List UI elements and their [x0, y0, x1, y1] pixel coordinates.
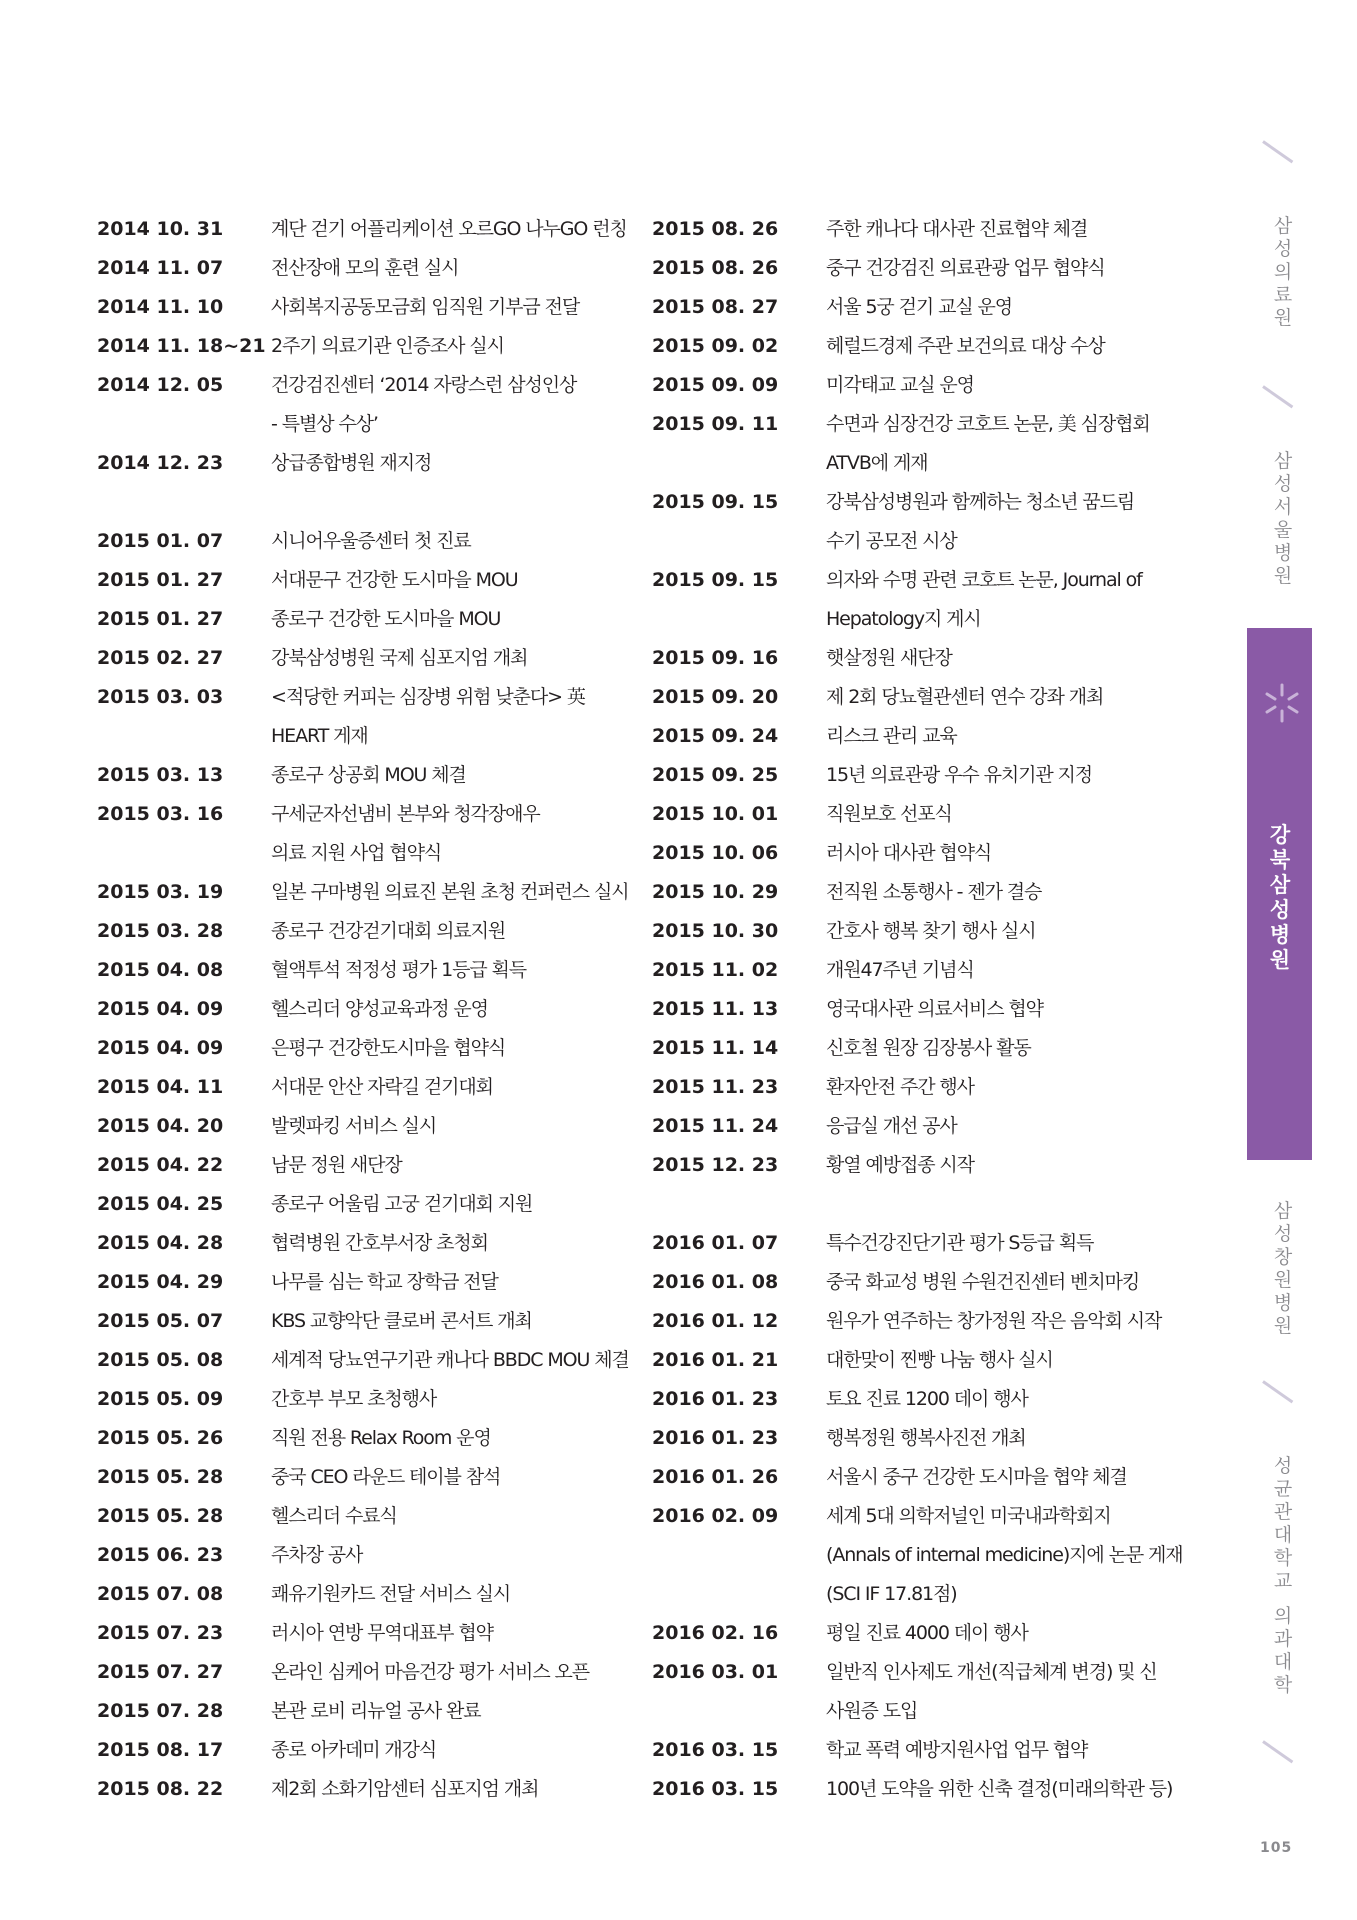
timeline-event: 개원47주년 기념식	[826, 959, 974, 981]
timeline-event: 간호부 부모 초청행사	[271, 1388, 437, 1410]
timeline-date: 2016 01. 23	[652, 1427, 779, 1449]
timeline-date: 2015 09. 25	[652, 764, 779, 786]
timeline-date: 2016 03. 15	[652, 1739, 779, 1761]
timeline-event: 종로구 어울림 고궁 걷기대회 지원	[271, 1193, 533, 1215]
timeline-row	[652, 1774, 1212, 1813]
timeline-event: 시니어우울증센터 첫 진료	[271, 530, 471, 552]
timeline-event: 세계 5대 의학저널인 미국내과학회지	[826, 1505, 1111, 1527]
timeline-event: 온라인 심케어 마음건강 평가 서비스 오픈	[271, 1661, 590, 1683]
timeline-row	[652, 916, 1212, 955]
timeline-event: 종로 아카데미 개강식	[271, 1739, 437, 1761]
timeline-event: 나무를 심는 학교 장학금 전달	[271, 1271, 498, 1293]
timeline-row	[652, 838, 1212, 877]
timeline-date: 2015 09. 16	[652, 647, 779, 669]
timeline-date: 2016 01. 08	[652, 1271, 779, 1293]
timeline-row	[652, 643, 1212, 682]
timeline-row	[97, 1072, 627, 1111]
timeline-row	[652, 253, 1212, 292]
timeline-row	[652, 565, 1212, 604]
timeline-row	[97, 253, 627, 292]
timeline-event: 직원 전용 Relax Room 운영	[271, 1427, 491, 1449]
timeline-event: 남문 정원 새단장	[271, 1154, 402, 1176]
timeline-row	[652, 1618, 1212, 1657]
timeline-row	[652, 292, 1212, 331]
timeline-event: (Annals of internal medicine)지에 논문 게재	[826, 1544, 1183, 1566]
timeline-date: 2016 03. 01	[652, 1661, 779, 1683]
timeline-date: 2014 12. 23	[97, 452, 224, 474]
side-tab-label: 삼 성 의 료 원	[1273, 215, 1293, 329]
timeline-row	[97, 721, 627, 760]
timeline-event: 제 2회 당뇨혈관센터 연수 강좌 개최	[826, 686, 1104, 708]
timeline-date: 2015 07. 27	[97, 1661, 224, 1683]
timeline-date: 2015 09. 20	[652, 686, 779, 708]
timeline-event: 평일 진료 4000 데이 행사	[826, 1622, 1028, 1644]
timeline-row	[97, 1462, 627, 1501]
timeline-date: 2015 05. 09	[97, 1388, 224, 1410]
timeline-row	[97, 1579, 627, 1618]
timeline-date: 2015 08. 26	[652, 218, 779, 240]
timeline-date: 2015 03. 16	[97, 803, 224, 825]
timeline-event: 본관 로비 리뉴얼 공사 완료	[271, 1700, 481, 1722]
timeline-row	[97, 1384, 627, 1423]
timeline-event: 행복정원 행복사진전 개최	[826, 1427, 1026, 1449]
timeline-row	[97, 643, 627, 682]
timeline-event: 전산장애 모의 훈련 실시	[271, 257, 459, 279]
timeline-date: 2015 05. 07	[97, 1310, 224, 1332]
timeline-event: 협력병원 간호부서장 초청회	[271, 1232, 488, 1254]
timeline-event: 서울 5궁 걷기 교실 운영	[826, 296, 1013, 318]
timeline-row	[652, 1501, 1212, 1540]
timeline-row	[97, 1306, 627, 1345]
timeline-row	[97, 214, 627, 253]
timeline-row	[97, 877, 627, 916]
timeline-date: 2015 10. 29	[652, 881, 779, 903]
timeline-event: 강북삼성병원 국제 심포지엄 개최	[271, 647, 528, 669]
timeline-event: 의료 지원 사업 협약식	[271, 842, 442, 864]
timeline-date: 2015 04. 11	[97, 1076, 224, 1098]
timeline-event: 전직원 소통행사 - 젠가 결승	[826, 881, 1042, 903]
tab-divider	[1262, 140, 1293, 163]
timeline-event: 발렛파킹 서비스 실시	[271, 1115, 437, 1137]
side-tab-label: 삼 성 창 원 병 원	[1273, 1200, 1293, 1337]
timeline-date: 2015 11. 13	[652, 998, 779, 1020]
timeline-date: 2015 04. 29	[97, 1271, 224, 1293]
timeline-event: 종로구 건강한 도시마을 MOU	[271, 608, 501, 630]
side-tab-samsung-changwon-hospital[interactable]	[1268, 1200, 1298, 1338]
timeline-row	[652, 1735, 1212, 1774]
timeline-row	[97, 1345, 627, 1384]
timeline-row	[97, 292, 627, 331]
timeline-row	[97, 487, 627, 526]
timeline-row	[652, 1579, 1212, 1618]
timeline-row	[652, 1657, 1212, 1696]
timeline-event: 햇살정원 새단장	[826, 647, 952, 669]
timeline-date: 2015 12. 23	[652, 1154, 779, 1176]
timeline-event: 상급종합병원 재지정	[271, 452, 432, 474]
timeline-event: 계단 걷기 어플리케이션 오르GO 나누GO 런칭	[271, 218, 627, 240]
timeline-date: 2015 09. 15	[652, 491, 779, 513]
timeline-date: 2014 11. 10	[97, 296, 224, 318]
timeline-row	[652, 604, 1212, 643]
timeline-row	[97, 838, 627, 877]
timeline-date: 2015 01. 07	[97, 530, 224, 552]
timeline-event: KBS 교향악단 클로버 콘서트 개최	[271, 1310, 532, 1332]
timeline-row	[652, 682, 1212, 721]
timeline-event: 직원보호 선포식	[826, 803, 952, 825]
timeline-row	[652, 1111, 1212, 1150]
timeline-date: 2016 01. 21	[652, 1349, 779, 1371]
timeline-row	[652, 760, 1212, 799]
timeline-row	[652, 1462, 1212, 1501]
timeline-date: 2015 01. 27	[97, 608, 224, 630]
timeline-event: 중구 건강검진 의료관광 업무 협약식	[826, 257, 1105, 279]
timeline-row	[97, 1033, 627, 1072]
timeline-date: 2015 09. 24	[652, 725, 779, 747]
timeline-date: 2015 03. 13	[97, 764, 224, 786]
timeline-date: 2015 04. 25	[97, 1193, 224, 1215]
timeline-date: 2015 07. 08	[97, 1583, 224, 1605]
side-tab-skku-medicine[interactable]	[1268, 1455, 1298, 1697]
timeline-row	[652, 955, 1212, 994]
timeline-event: 원우가 연주하는 창가정원 작은 음악회 시작	[826, 1310, 1162, 1332]
timeline-date: 2015 04. 09	[97, 998, 224, 1020]
page-number: 105	[1260, 1840, 1293, 1856]
timeline-row	[97, 1111, 627, 1150]
timeline-event: 헬스리더 양성교육과정 운영	[271, 998, 488, 1020]
timeline-date: 2015 07. 23	[97, 1622, 224, 1644]
timeline-row	[652, 1267, 1212, 1306]
timeline-event: 제2회 소화기암센터 심포지엄 개최	[271, 1778, 539, 1800]
timeline-date: 2015 03. 19	[97, 881, 224, 903]
timeline-row	[652, 1540, 1212, 1579]
timeline-date: 2015 05. 28	[97, 1466, 224, 1488]
timeline-row	[652, 1150, 1212, 1189]
timeline-row	[652, 1228, 1212, 1267]
timeline-date: 2015 09. 15	[652, 569, 779, 591]
timeline-row	[652, 721, 1212, 760]
timeline-row	[97, 1267, 627, 1306]
timeline-row	[652, 214, 1212, 253]
timeline-event: 토요 진료 1200 데이 행사	[826, 1388, 1028, 1410]
side-tab-samsung-medical-center[interactable]	[1268, 215, 1298, 330]
timeline-event: 간호사 행복 찾기 행사 실시	[826, 920, 1036, 942]
timeline-date: 2015 08. 26	[652, 257, 779, 279]
side-tab-label: 강 북 삼 성 병 원	[1269, 823, 1291, 972]
timeline-row	[97, 1618, 627, 1657]
timeline-event: 일본 구마병원 의료진 본원 초청 컨퍼런스 실시	[271, 881, 629, 903]
timeline-row	[97, 1774, 627, 1813]
timeline-event: 100년 도약을 위한 신축 결정(미래의학관 등)	[826, 1778, 1173, 1800]
timeline-row	[652, 1189, 1212, 1228]
timeline-event: 쾌유기원카드 전달 서비스 실시	[271, 1583, 511, 1605]
timeline-date: 2015 04. 09	[97, 1037, 224, 1059]
timeline-row	[652, 1345, 1212, 1384]
timeline-date: 2015 05. 28	[97, 1505, 224, 1527]
timeline-event: 헤럴드경제 주관 보건의료 대상 수상	[826, 335, 1105, 357]
timeline-event: 강북삼성병원과 함께하는 청소년 꿈드림	[826, 491, 1135, 513]
timeline-date: 2014 12. 05	[97, 374, 224, 396]
timeline-event: 중국 CEO 라운드 테이블 참석	[271, 1466, 501, 1488]
timeline-row	[97, 565, 627, 604]
timeline-date: 2016 03. 15	[652, 1778, 779, 1800]
timeline-date: 2014 10. 31	[97, 218, 224, 240]
timeline-date: 2016 01. 12	[652, 1310, 779, 1332]
side-tab-kangbuk-samsung-hospital[interactable]	[1264, 823, 1296, 973]
timeline-row	[652, 370, 1212, 409]
side-tab-label: 성 균 관 대 학 교 의 과 대 학	[1273, 1455, 1293, 1696]
timeline-date: 2015 03. 03	[97, 686, 224, 708]
timeline-event: 헬스리더 수료식	[271, 1505, 397, 1527]
timeline-event: 은평구 건강한도시마을 협약식	[271, 1037, 506, 1059]
timeline-event: 혈액투석 적정성 평가 1등급 획득	[271, 959, 527, 981]
timeline-event: 구세군자선냄비 본부와 청각장애우	[271, 803, 540, 825]
timeline-row	[97, 526, 627, 565]
timeline-event: 주한 캐나다 대사관 진료협약 체결	[826, 218, 1088, 240]
timeline-event: 세계적 당뇨연구기관 캐나다 BBDC MOU 체결	[271, 1349, 629, 1371]
timeline-date: 2015 08. 17	[97, 1739, 224, 1761]
tab-divider	[1262, 1380, 1293, 1403]
timeline-row	[652, 487, 1212, 526]
timeline-row	[97, 994, 627, 1033]
timeline-event: 의자와 수명 관련 코호트 논문, Journal of	[826, 569, 1142, 591]
timeline-row	[97, 370, 627, 409]
timeline-date: 2014 11. 07	[97, 257, 224, 279]
timeline-event: 종로구 건강걷기대회 의료지원	[271, 920, 506, 942]
timeline-row	[97, 409, 627, 448]
timeline-left-column	[97, 214, 627, 1813]
timeline-row	[97, 1735, 627, 1774]
timeline-date: 2015 04. 28	[97, 1232, 224, 1254]
timeline-date: 2016 01. 23	[652, 1388, 779, 1410]
timeline-event: 러시아 연방 무역대표부 협약	[271, 1622, 493, 1644]
timeline-event: 서대문구 건강한 도시마을 MOU	[271, 569, 518, 591]
timeline-date: 2015 01. 27	[97, 569, 224, 591]
timeline-event: 서대문 안산 자락길 걷기대회	[271, 1076, 493, 1098]
timeline-event: Hepatology지 게시	[826, 608, 981, 630]
timeline-date: 2015 08. 27	[652, 296, 779, 318]
timeline-event: HEART 게재	[271, 725, 368, 747]
timeline-date: 2016 01. 07	[652, 1232, 779, 1254]
timeline-right-column	[652, 214, 1212, 1813]
timeline-row	[97, 682, 627, 721]
timeline-row	[652, 799, 1212, 838]
side-tab-label: 삼 성 서 울 병 원	[1273, 450, 1293, 587]
side-tab-samsung-seoul-hospital[interactable]	[1268, 450, 1298, 588]
timeline-row	[652, 1696, 1212, 1735]
burst-icon	[1262, 683, 1302, 723]
timeline-row	[652, 877, 1212, 916]
timeline-date: 2015 05. 26	[97, 1427, 224, 1449]
timeline-row	[97, 604, 627, 643]
timeline-date: 2016 02. 16	[652, 1622, 779, 1644]
timeline-row	[97, 331, 627, 370]
timeline-event: 사원증 도입	[826, 1700, 918, 1722]
timeline-event: 영국대사관 의료서비스 협약	[826, 998, 1043, 1020]
timeline-event: 러시아 대사관 협약식	[826, 842, 992, 864]
timeline-date: 2014 11. 18~21	[97, 335, 266, 357]
timeline-event: 특수건강진단기관 평가 S등급 획득	[826, 1232, 1094, 1254]
timeline-date: 2015 06. 23	[97, 1544, 224, 1566]
timeline-event: 학교 폭력 예방지원사업 업무 협약	[826, 1739, 1088, 1761]
timeline-date: 2015 11. 24	[652, 1115, 779, 1137]
timeline-event: 일반직 인사제도 개선(직급체계 변경) 및 신	[826, 1661, 1157, 1683]
timeline-date: 2015 07. 28	[97, 1700, 224, 1722]
timeline-row	[97, 1696, 627, 1735]
timeline-row	[652, 1384, 1212, 1423]
timeline-date: 2015 11. 14	[652, 1037, 779, 1059]
timeline-event: 환자안전 주간 행사	[826, 1076, 974, 1098]
timeline-row	[97, 448, 627, 487]
timeline-row	[652, 331, 1212, 370]
timeline-row	[97, 1501, 627, 1540]
timeline-row	[97, 760, 627, 799]
timeline-event: 미각태교 교실 운영	[826, 374, 974, 396]
timeline-event: 수면과 심장건강 코호트 논문, 美 심장협회	[826, 413, 1150, 435]
timeline-event: 대한맞이 찐빵 나눔 행사 실시	[826, 1349, 1053, 1371]
timeline-date: 2015 10. 30	[652, 920, 779, 942]
timeline-event: 중국 화교성 병원 수원건진센터 벤치마킹	[826, 1271, 1140, 1293]
timeline-event: 2주기 의료기관 인증조사 실시	[271, 335, 504, 357]
timeline-row	[652, 994, 1212, 1033]
timeline-row	[652, 1072, 1212, 1111]
timeline-event: ATVB에 게재	[826, 452, 928, 474]
timeline-date: 2015 05. 08	[97, 1349, 224, 1371]
timeline-row	[97, 955, 627, 994]
timeline-event: 신호철 원장 김장봉사 활동	[826, 1037, 1031, 1059]
timeline-row	[652, 1306, 1212, 1345]
timeline-row	[652, 526, 1212, 565]
timeline-event: 15년 의료관광 우수 유치기관 지정	[826, 764, 1093, 786]
timeline-date: 2015 09. 02	[652, 335, 779, 357]
timeline-row	[652, 448, 1212, 487]
timeline-date: 2015 11. 23	[652, 1076, 779, 1098]
timeline-event: 서울시 중구 건강한 도시마을 협약 체결	[826, 1466, 1127, 1488]
timeline-row	[97, 1228, 627, 1267]
timeline-row	[97, 1540, 627, 1579]
timeline-date: 2015 09. 11	[652, 413, 779, 435]
timeline-event: 건강검진센터 ‘2014 자랑스런 삼성인상	[271, 374, 577, 396]
timeline-row	[652, 1033, 1212, 1072]
timeline-date: 2015 09. 09	[652, 374, 779, 396]
timeline-event: 리스크 관리 교육	[826, 725, 957, 747]
timeline-event: - 특별상 수상’	[271, 413, 378, 435]
timeline-event: <적당한 커피는 심장병 위험 낮춘다> 英	[271, 686, 585, 708]
timeline-date: 2015 10. 06	[652, 842, 779, 864]
tab-divider	[1262, 1740, 1293, 1763]
timeline-date: 2015 02. 27	[97, 647, 224, 669]
timeline-date: 2015 10. 01	[652, 803, 779, 825]
timeline-event: 사회복지공동모금회 임직원 기부금 전달	[271, 296, 580, 318]
timeline-row	[652, 409, 1212, 448]
timeline-event: 황열 예방접종 시작	[826, 1154, 974, 1176]
timeline-date: 2015 04. 08	[97, 959, 224, 981]
timeline-event: (SCI IF 17.81점)	[826, 1583, 957, 1605]
timeline-row	[97, 799, 627, 838]
timeline-event: 주차장 공사	[271, 1544, 363, 1566]
timeline-row	[97, 1189, 627, 1228]
timeline-date: 2015 08. 22	[97, 1778, 224, 1800]
timeline-date: 2016 02. 09	[652, 1505, 779, 1527]
timeline-row	[652, 1423, 1212, 1462]
timeline-date: 2015 11. 02	[652, 959, 779, 981]
timeline-date: 2015 03. 28	[97, 920, 224, 942]
timeline-row	[97, 1657, 627, 1696]
timeline-row	[97, 1423, 627, 1462]
timeline-row	[97, 916, 627, 955]
timeline-date: 2015 04. 20	[97, 1115, 224, 1137]
timeline-event: 종로구 상공회 MOU 체결	[271, 764, 466, 786]
tab-divider	[1262, 385, 1293, 408]
timeline-row	[97, 1150, 627, 1189]
timeline-event: 응급실 개선 공사	[826, 1115, 957, 1137]
timeline-date: 2016 01. 26	[652, 1466, 779, 1488]
timeline-date: 2015 04. 22	[97, 1154, 224, 1176]
timeline-event: 수기 공모전 시상	[826, 530, 957, 552]
